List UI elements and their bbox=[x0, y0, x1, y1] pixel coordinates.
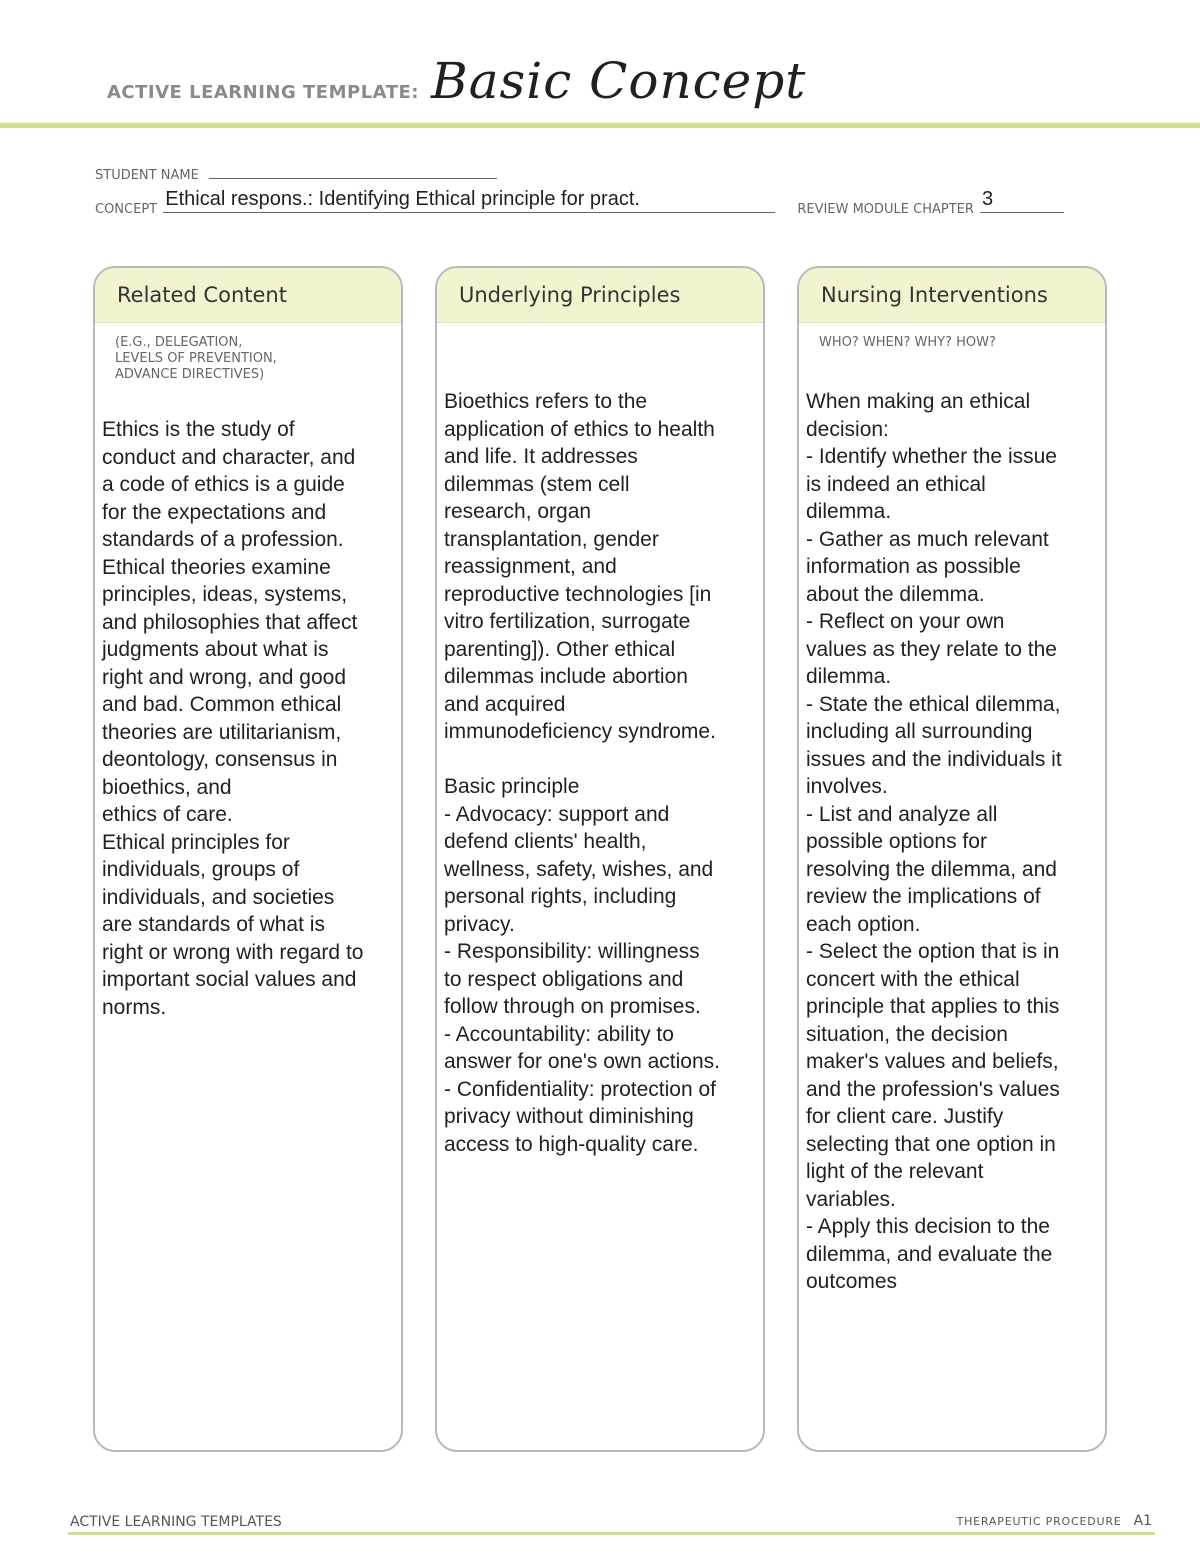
nursing-interventions-text[interactable]: When making an ethical decision: - Identify whether the issue is indeed an ethical dilemma. - Gather as much relevant information as possible about the dilemma. - Reflect on your own values as they relate to the dilemma. - State the ethical dilemma, including all surrounding issues and the individuals it involves. - List and analyze all possible options for resolving the dilemma, and review the implications of each option. - Select the option that is in concert with the ethical principle that applies to this situation, the decision maker's values and beliefs, and the profession's values for client care. Justify selecting that one option in light of the relevant variables. - Apply this decision to the dilemma, and evaluate the outcomes bbox=[806, 390, 1062, 1293]
student-name-label: STUDENT NAME bbox=[95, 168, 199, 183]
header-divider bbox=[0, 123, 1200, 128]
page-number: A1 bbox=[1133, 1513, 1152, 1529]
student-name-field[interactable] bbox=[209, 164, 497, 179]
underlying-principles-text[interactable]: Bioethics refers to the application of ethics to health and life. It addresses dilemmas (stem cell research, organ transplantation, gender reassignment, and reproductive technologies [in vitro fertilization, surrogate parenting]). Other ethical dilemmas include abortion and acquired immunodeficiency syndrome. Basic principle - Advocacy: support and defend clients' health, wellness, safety, wishes, and personal rights, including privacy. - Responsibility: willingness to respect obligations and follow through on promises. - Accountability: ability to answer for one's own actions. - Confidentiality: protection of privacy without diminishing access to high-quality care. bbox=[444, 390, 720, 1156]
concept-row bbox=[95, 188, 1064, 217]
related-content-subtitle: (E.G., DELEGATION, LEVELS OF PREVENTION, ADVANCE DIRECTIVES) bbox=[115, 335, 277, 382]
underlying-principles-title: Underlying Principles bbox=[437, 268, 763, 323]
footer-divider bbox=[68, 1532, 1155, 1535]
nursing-interventions-title: Nursing Interventions bbox=[799, 268, 1105, 323]
review-module-label: REVIEW MODULE CHAPTER bbox=[797, 202, 974, 217]
page-title: Basic Concept bbox=[431, 52, 807, 110]
related-content-panel bbox=[93, 266, 403, 1452]
footer-right bbox=[957, 1513, 1152, 1529]
footer-left: ACTIVE LEARNING TEMPLATES bbox=[70, 1514, 282, 1530]
review-module-value: 3 bbox=[982, 188, 994, 210]
concept-field[interactable] bbox=[163, 188, 775, 213]
related-content-text[interactable]: Ethics is the study of conduct and character, and a code of ethics is a guide for the expectations and standards of a profession. Ethical theories examine principles, ideas, systems, and philosophies that affect judgments about what is right and wrong, and good and bad. Common ethical theories are utilitarianism, deontology, consensus in bioethics, and ethics of care. Ethical principles for individuals, groups of individuals, and societies are standards of what is right or wrong with regard to important social values and norms. bbox=[102, 418, 364, 1019]
template-label: ACTIVE LEARNING TEMPLATE: bbox=[107, 82, 419, 103]
student-name-row bbox=[95, 164, 497, 183]
concept-label: CONCEPT bbox=[95, 202, 158, 217]
template-header bbox=[107, 52, 806, 122]
review-module-field[interactable] bbox=[980, 188, 1064, 213]
underlying-principles-panel bbox=[435, 266, 765, 1452]
related-content-title: Related Content bbox=[95, 268, 401, 323]
nursing-interventions-subtitle: WHO? WHEN? WHY? HOW? bbox=[819, 335, 996, 350]
nursing-interventions-panel bbox=[797, 266, 1107, 1452]
concept-value: Ethical respons.: Identifying Ethical principle for pract. bbox=[165, 188, 640, 210]
footer-section: THERAPEUTIC PROCEDURE bbox=[956, 1515, 1122, 1528]
